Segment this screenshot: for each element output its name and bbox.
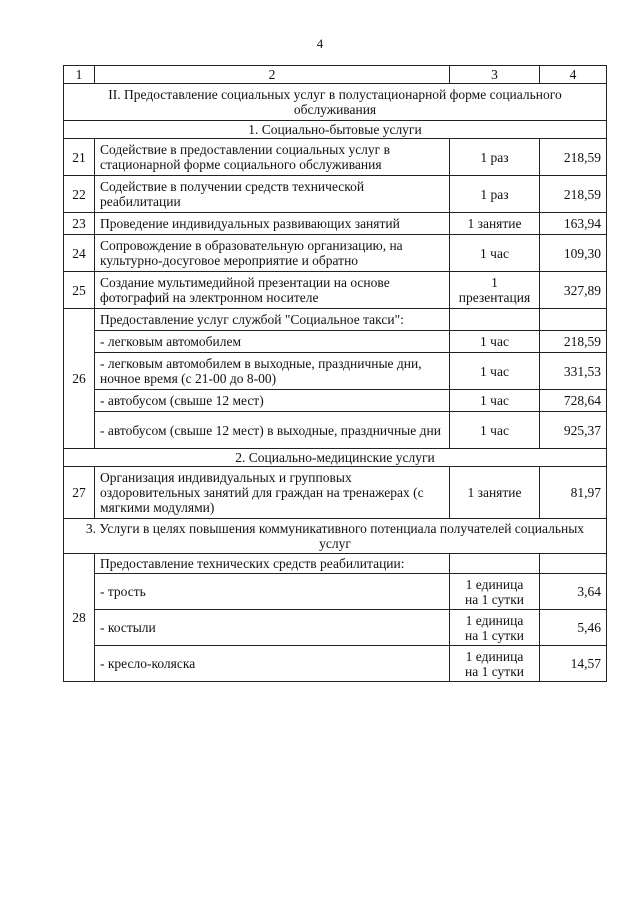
service-unit: 1 час bbox=[450, 353, 540, 390]
service-subitem-name: - легковым автомобилем в выходные, праздничные дни, ночное время (с 21-00 до 8-00) bbox=[95, 353, 450, 390]
service-unit bbox=[450, 309, 540, 331]
service-price: 218,59 bbox=[540, 176, 607, 213]
service-price bbox=[540, 309, 607, 331]
row-number: 23 bbox=[64, 213, 95, 235]
row-number: 27 bbox=[64, 467, 95, 519]
table-row bbox=[64, 235, 607, 272]
service-price bbox=[540, 554, 607, 574]
row-number: 21 bbox=[64, 139, 95, 176]
table-row bbox=[64, 353, 607, 390]
section-title: II. Предоставление социальных услуг в полустационарной форме социального обслуживания bbox=[64, 84, 607, 121]
service-subitem-name: - автобусом (свыше 12 мест) в выходные, праздничные дни bbox=[95, 412, 450, 449]
service-price: 3,64 bbox=[540, 574, 607, 610]
table-row bbox=[64, 574, 607, 610]
service-unit bbox=[450, 574, 540, 610]
table-row bbox=[64, 554, 607, 574]
table-row bbox=[64, 139, 607, 176]
header-cell: 4 bbox=[540, 66, 607, 84]
service-unit: 1 занятие bbox=[450, 467, 540, 519]
service-price: 163,94 bbox=[540, 213, 607, 235]
service-subitem-name: - костыли bbox=[95, 610, 450, 646]
service-name: Организация индивидуальных и групповых оздоровительных занятий для граждан на тренажерах (с мягкими модулями) bbox=[95, 467, 450, 519]
service-unit bbox=[450, 610, 540, 646]
service-name: Проведение индивидуальных развивающих занятий bbox=[95, 213, 450, 235]
table-row bbox=[64, 390, 607, 412]
subsection-row bbox=[64, 519, 607, 554]
service-name: Содействие в получении средств технической реабилитации bbox=[95, 176, 450, 213]
section-row bbox=[64, 84, 607, 121]
service-unit bbox=[450, 554, 540, 574]
service-price: 327,89 bbox=[540, 272, 607, 309]
service-name: Предоставление услуг службой "Социальное такси": bbox=[95, 309, 450, 331]
service-unit: 1 час bbox=[450, 235, 540, 272]
service-name: Создание мультимедийной презентации на основе фотографий на электронном носителе bbox=[95, 272, 450, 309]
header-cell: 3 bbox=[450, 66, 540, 84]
table-row bbox=[64, 412, 607, 449]
service-unit: 1 час bbox=[450, 390, 540, 412]
row-number: 26 bbox=[64, 309, 95, 449]
page-number: 4 bbox=[316, 36, 324, 51]
service-price: 14,57 bbox=[540, 646, 607, 682]
service-price: 218,59 bbox=[540, 139, 607, 176]
header-row bbox=[64, 66, 607, 84]
service-price: 109,30 bbox=[540, 235, 607, 272]
table-row bbox=[64, 309, 607, 331]
service-unit bbox=[450, 646, 540, 682]
subsection-title: 2. Социально-медицинские услуги bbox=[64, 449, 607, 467]
service-unit: 1 презентация bbox=[450, 272, 540, 309]
table-row bbox=[64, 610, 607, 646]
table-row bbox=[64, 176, 607, 213]
row-number: 25 bbox=[64, 272, 95, 309]
service-unit: 1 раз bbox=[450, 139, 540, 176]
service-price: 728,64 bbox=[540, 390, 607, 412]
service-price: 5,46 bbox=[540, 610, 607, 646]
table-row bbox=[64, 331, 607, 353]
subsection-row bbox=[64, 121, 607, 139]
unit-line: 1 единица bbox=[465, 612, 524, 628]
unit-line: 1 единица bbox=[465, 576, 524, 592]
header-cell: 1 bbox=[64, 66, 95, 84]
service-unit: 1 час bbox=[450, 331, 540, 353]
table-row bbox=[64, 467, 607, 519]
service-name: Предоставление технических средств реабилитации: bbox=[95, 554, 450, 574]
unit-line: на 1 сутки bbox=[465, 591, 524, 607]
service-subitem-name: - кресло-коляска bbox=[95, 646, 450, 682]
subsection-title: 1. Социально-бытовые услуги bbox=[64, 121, 607, 139]
subsection-title: 3. Услуги в целях повышения коммуникативного потенциала получателей социальных услуг bbox=[64, 519, 607, 554]
service-name: Содействие в предоставлении социальных услуг в стационарной форме социального обслуживания bbox=[95, 139, 450, 176]
unit-line: на 1 сутки bbox=[465, 663, 524, 679]
table-row bbox=[64, 272, 607, 309]
service-name: Сопровождение в образовательную организацию, на культурно-досуговое мероприятие и обратно bbox=[95, 235, 450, 272]
table-row bbox=[64, 213, 607, 235]
service-price: 81,97 bbox=[540, 467, 607, 519]
header-cell: 2 bbox=[95, 66, 450, 84]
service-unit: 1 занятие bbox=[450, 213, 540, 235]
row-number: 24 bbox=[64, 235, 95, 272]
unit-line: на 1 сутки bbox=[465, 627, 524, 643]
table-row bbox=[64, 646, 607, 682]
unit-line: 1 единица bbox=[465, 648, 524, 664]
service-subitem-name: - автобусом (свыше 12 мест) bbox=[95, 390, 450, 412]
service-unit: 1 час bbox=[450, 412, 540, 449]
row-number: 22 bbox=[64, 176, 95, 213]
service-subitem-name: - легковым автомобилем bbox=[95, 331, 450, 353]
tariff-table bbox=[63, 65, 607, 682]
service-subitem-name: - трость bbox=[95, 574, 450, 610]
service-price: 218,59 bbox=[540, 331, 607, 353]
row-number: 28 bbox=[64, 554, 95, 682]
service-unit: 1 раз bbox=[450, 176, 540, 213]
service-price: 925,37 bbox=[540, 412, 607, 449]
subsection-row bbox=[64, 449, 607, 467]
service-price: 331,53 bbox=[540, 353, 607, 390]
